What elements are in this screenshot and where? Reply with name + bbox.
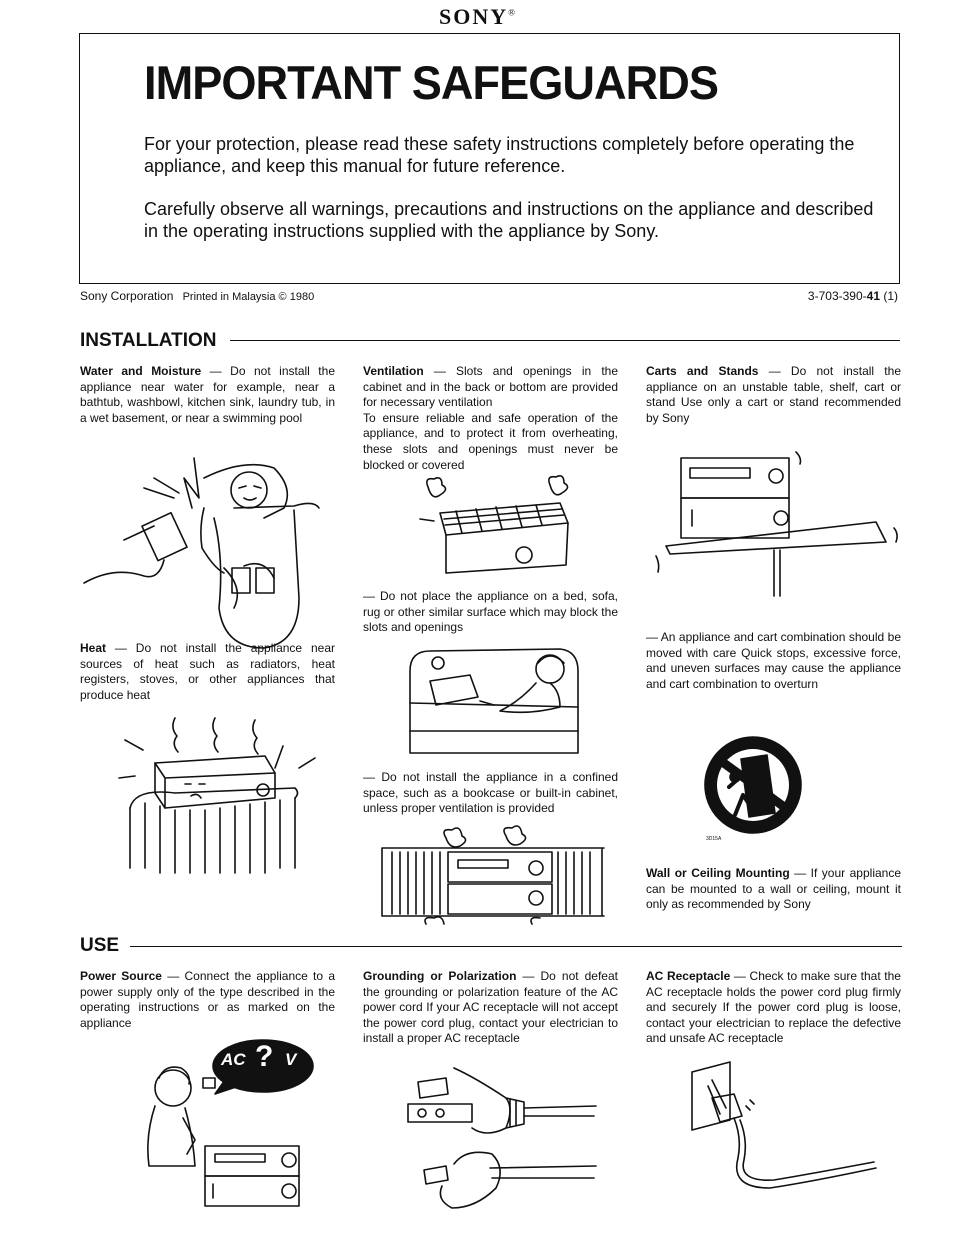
page-title: IMPORTANT SAFEGUARDS (144, 56, 719, 109)
sofa-illustration (410, 641, 580, 766)
ac-receptacle-paragraph: AC Receptacle — Check to make sure that the AC receptacle holds the power cord plug firmly and securely If the power cord plug is loose, contact your electrician to replace the defective and unsafe AC receptacle (646, 969, 901, 1046)
installation-heading: INSTALLATION (80, 330, 217, 351)
power-source-paragraph: Power Source — Connect the appliance to a power supply only of the type described in the operating instructions or as marked on the appliance (80, 969, 336, 1030)
wall-ceiling-paragraph: Wall or Ceiling Mounting — If your appliance can be mounted to a wall or ceiling, mount it only as recommended by Sony (646, 866, 902, 912)
company-name: Sony Corporation (80, 289, 174, 303)
carts-stands-paragraph: Carts and Stands — Do not install the appliance on an unstable table, shelf, cart or stand Use only a cart or stand recommended by Sony (646, 364, 901, 425)
unstable-stand-illustration (656, 446, 901, 606)
use-rule (130, 946, 902, 947)
power-source-illustration (135, 1036, 310, 1216)
part-number: 3-703-390-41 (1) (807, 289, 898, 303)
water-moisture-paragraph: Water and Moisture — Do not install the appliance near water for example, near a bathtub, washbowl, kitchen sink, laundry tub, in a wet basement, or near a swimming pool (80, 364, 335, 425)
v-label: V (285, 1050, 297, 1069)
covered-vent-illustration (420, 475, 580, 590)
company-line (80, 289, 314, 303)
radiator-illustration (115, 718, 320, 883)
heat-paragraph: Heat — Do not install the appliance near sources of heat such as radiators, heat registers, stoves, or other appliances that produce heat (80, 641, 335, 702)
ventilation-paragraph: Ventilation — Slots and openings in the cabinet and in the back or bottom are provided for necessary ventilation To ensure reliable and safe operation of the appliance, and to protect it from overheating, these slots and openings must never be blocked or covered (363, 364, 618, 472)
confined-space-paragraph: — Do not install the appliance in a confined space, such as a bookcase or built-in cabinet, unless proper ventilation is provided (363, 770, 618, 816)
use-heading: USE (80, 935, 120, 956)
cart-warning-symbol (705, 737, 805, 842)
plug-illustration (406, 1068, 606, 1218)
bathtub-illustration (84, 448, 334, 653)
installation-rule (230, 340, 900, 341)
brand-name: SONY (439, 4, 509, 29)
symbol-code: 3D15A (706, 836, 722, 842)
ac-label: AC (221, 1050, 246, 1069)
sony-logo (0, 4, 954, 30)
grounding-paragraph: Grounding or Polarization — Do not defeat the grounding or polarization feature of the AC power cord If your AC receptacle will not accept the power cord plug, contact your electrician to install a proper AC receptacle (363, 969, 618, 1046)
bed-sofa-paragraph: — Do not place the appliance on a bed, sofa, rug or other similar surface which may block the slots and openings (363, 589, 618, 635)
receptacle-illustration (690, 1058, 880, 1213)
intro-paragraph-2: Carefully observe all warnings, precautions and instructions on the appliance and described in the operating instructions supplied with the appliance by Sony. (144, 199, 874, 241)
question-mark: ? (255, 1040, 274, 1073)
registered-mark: ® (508, 7, 515, 18)
cart-combination-paragraph: — An appliance and cart combination should be moved with care Quick stops, excessive force, and uneven surfaces may cause the appliance and cart combination to overturn (646, 630, 901, 691)
printed-info: Printed in Malaysia © 1980 (182, 291, 315, 303)
intro-paragraph-1: For your protection, please read these safety instructions completely before operating the appliance, and keep this manual for future reference. (144, 134, 855, 176)
bookcase-illustration (382, 828, 604, 938)
